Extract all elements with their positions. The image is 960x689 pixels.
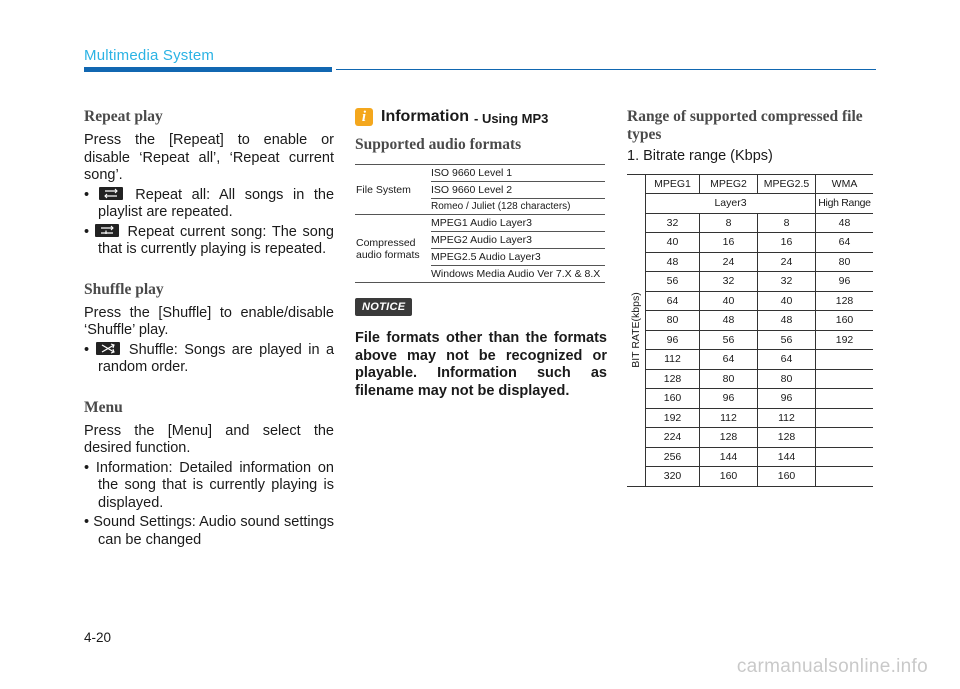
- information-title: i Information - Using MP3: [355, 108, 607, 126]
- bitrate-side-label: BIT RATE(kbps): [630, 292, 642, 368]
- table-cell: 160: [700, 467, 758, 487]
- info-icon: i: [355, 108, 373, 126]
- table-cell: 160: [646, 389, 700, 409]
- shuffle-icon: [96, 342, 120, 355]
- format-item: ISO 9660 Level 1: [431, 165, 605, 182]
- table-cell: 128: [700, 428, 758, 448]
- bitrate-subheading: 1. Bitrate range (Kbps): [627, 148, 773, 164]
- table-cell: 96: [646, 330, 700, 350]
- table-cell: 56: [646, 272, 700, 292]
- table-row: [627, 408, 873, 428]
- table-row: [627, 330, 873, 350]
- table-cell: 64: [816, 233, 874, 253]
- page-number: 4-20: [84, 630, 112, 645]
- table-row: [627, 311, 873, 331]
- table-row: [627, 213, 873, 233]
- repeat-all-bullet: • Repeat all: All songs in the playlist are repeated.: [84, 186, 335, 220]
- table-cell: 64: [758, 350, 816, 370]
- table-cell: 16: [700, 233, 758, 253]
- table-cell: 32: [646, 213, 700, 233]
- table-row: [627, 252, 873, 272]
- table-cell: 80: [758, 369, 816, 389]
- table-cell: 16: [758, 233, 816, 253]
- compressed-label: Compressed audio formats: [355, 215, 431, 283]
- table-cell: 40: [758, 291, 816, 311]
- table-cell: 320: [646, 467, 700, 487]
- repeat-body: Press the [Repeat] to enable or disable ‘Repeat all’, ‘Repeat current song’.: [84, 132, 334, 183]
- format-item: ISO 9660 Level 2: [431, 182, 605, 199]
- table-row: [627, 467, 873, 487]
- table-cell: 144: [700, 447, 758, 467]
- column-header: MPEG1: [646, 174, 700, 194]
- format-item: Romeo / Juliet (128 characters): [431, 199, 605, 215]
- table-row: [627, 272, 873, 292]
- shuffle-heading: Shuffle play: [84, 280, 164, 298]
- column-right: [627, 108, 879, 487]
- range-heading: Range of supported compressed file types: [627, 108, 863, 143]
- table-cell: 40: [700, 291, 758, 311]
- table-cell: 48: [646, 252, 700, 272]
- bitrate-table: [627, 174, 873, 487]
- table-cell: 40: [646, 233, 700, 253]
- table-cell: 32: [700, 272, 758, 292]
- table-cell: [816, 389, 874, 409]
- format-item: Windows Media Audio Ver 7.X & 8.X: [431, 266, 605, 283]
- table-cell: [816, 369, 874, 389]
- column-header: MPEG2: [700, 174, 758, 194]
- table-cell: 96: [816, 272, 874, 292]
- table-cell: 56: [700, 330, 758, 350]
- table-row: [627, 233, 873, 253]
- table-cell: [816, 350, 874, 370]
- table-row: [627, 428, 873, 448]
- format-item: MPEG1 Audio Layer3: [431, 215, 605, 232]
- table-cell: 32: [758, 272, 816, 292]
- file-system-label: File System: [355, 165, 431, 215]
- table-cell: 8: [700, 213, 758, 233]
- shuffle-bullet: • Shuffle: Songs are played in a random order.: [84, 341, 335, 375]
- supported-formats-heading: Supported audio formats: [355, 136, 522, 153]
- table-row: [627, 291, 873, 311]
- table-row: [627, 350, 873, 370]
- table-cell: 144: [758, 447, 816, 467]
- menu-bullet-sound: • Sound Settings: Audio sound settings can be changed: [84, 514, 335, 548]
- table-row: [627, 389, 873, 409]
- table-cell: 192: [646, 408, 700, 428]
- repeat-one-bullet: • Repeat current song: The song that is currently playing is repeated.: [84, 223, 334, 257]
- table-cell: 192: [816, 330, 874, 350]
- high-range-subheader: High Range: [816, 194, 874, 214]
- notice-text: File formats other than the formats above may not be recognized or playable. Information such as filename may not be displayed.: [355, 330, 607, 399]
- table-cell: 128: [816, 291, 874, 311]
- repeat-heading: Repeat play: [84, 108, 163, 125]
- table-cell: 96: [758, 389, 816, 409]
- menu-bullet-information: • Information: Detailed information on the song that is currently playing is displayed.: [84, 459, 334, 511]
- header-title: Multimedia System: [84, 47, 215, 64]
- header-bar: [84, 67, 332, 72]
- format-item: MPEG2.5 Audio Layer3: [431, 249, 605, 266]
- table-cell: 128: [646, 369, 700, 389]
- table-cell: 80: [816, 252, 874, 272]
- table-cell: 112: [700, 408, 758, 428]
- column-header: WMA: [816, 174, 874, 194]
- menu-body: Press the [Menu] and select the desired function.: [84, 422, 334, 456]
- shuffle-body: Press the [Shuffle] to enable/disable ‘Shuffle’ play.: [84, 304, 334, 338]
- column-header: MPEG2.5: [758, 174, 816, 194]
- table-cell: [816, 447, 874, 467]
- table-cell: 48: [758, 311, 816, 331]
- table-cell: 24: [700, 252, 758, 272]
- table-cell: 160: [816, 311, 874, 331]
- format-item: MPEG2 Audio Layer3: [431, 232, 605, 249]
- formats-table: [355, 164, 605, 283]
- table-cell: [816, 428, 874, 448]
- table-cell: 24: [758, 252, 816, 272]
- table-cell: 48: [700, 311, 758, 331]
- table-cell: 96: [700, 389, 758, 409]
- table-cell: 128: [758, 428, 816, 448]
- table-cell: 56: [758, 330, 816, 350]
- table-cell: 64: [700, 350, 758, 370]
- table-cell: 112: [758, 408, 816, 428]
- table-cell: 8: [758, 213, 816, 233]
- layer3-subheader: Layer3: [646, 194, 816, 214]
- table-cell: 80: [646, 311, 700, 331]
- repeat-one-icon: [95, 224, 119, 237]
- bitrate-side-label-cell: [627, 174, 646, 486]
- table-cell: 48: [816, 213, 874, 233]
- table-cell: 224: [646, 428, 700, 448]
- table-cell: [816, 408, 874, 428]
- table-row: [627, 369, 873, 389]
- table-cell: [816, 467, 874, 487]
- table-cell: 64: [646, 291, 700, 311]
- table-cell: 80: [700, 369, 758, 389]
- column-middle: [355, 108, 607, 400]
- table-cell: 256: [646, 447, 700, 467]
- column-left: [84, 108, 334, 551]
- watermark: carmanualsonline.info: [736, 656, 928, 677]
- repeat-all-icon: [99, 187, 123, 200]
- notice-badge: NOTICE: [355, 298, 412, 316]
- header-rule: [336, 69, 876, 70]
- table-cell: 112: [646, 350, 700, 370]
- table-row: [627, 447, 873, 467]
- table-cell: 160: [758, 467, 816, 487]
- menu-heading: Menu: [84, 398, 123, 416]
